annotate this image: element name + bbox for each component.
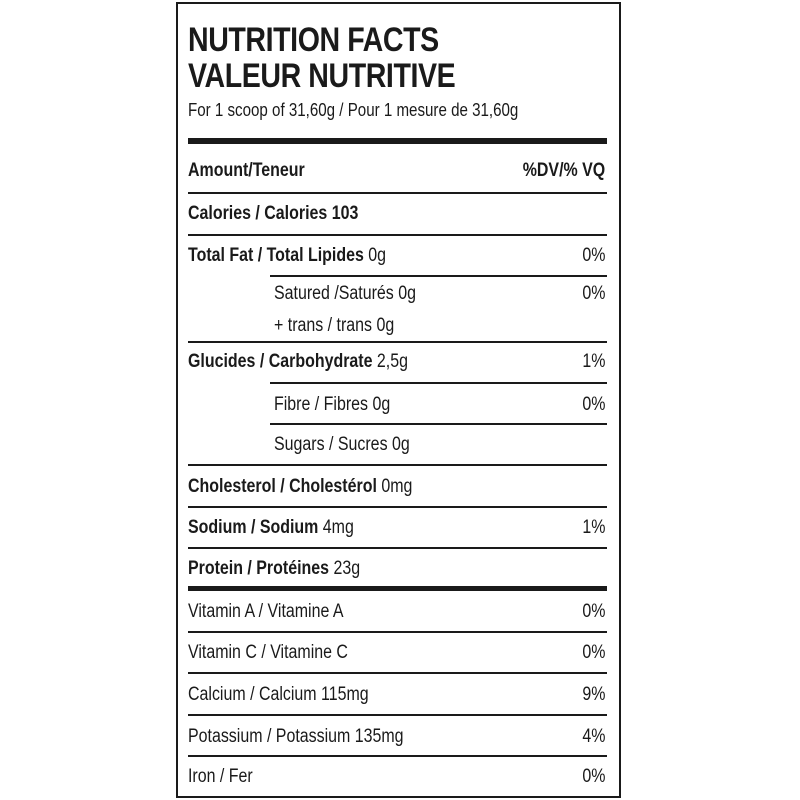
divider [270, 382, 607, 384]
vitamin-dv: 4% [581, 726, 605, 747]
header-dv: %DV/% VQ [522, 160, 605, 181]
nutrient-row-sodium [188, 513, 605, 543]
nutrient-name: Glucides / Carbohydrate [188, 351, 373, 372]
nutrient-row-total-fat [188, 241, 605, 271]
nutrient-name: Total Fat / Total Lipides [188, 245, 364, 266]
nutrient-amount: 0g [372, 394, 391, 415]
nutrient-row-protein [188, 554, 605, 584]
serving-size: For 1 scoop of 31,60g / Pour 1 mesure de 31,60g [188, 100, 519, 120]
vitamin-dv: 9% [581, 684, 605, 705]
divider [188, 631, 607, 633]
title-english: NUTRITION FACTS [188, 21, 439, 59]
divider [188, 506, 607, 508]
vitamin-dv: 0% [581, 601, 605, 622]
nutrient-name: Protein / Protéines [188, 558, 330, 579]
nutrient-dv: 0% [581, 394, 605, 415]
calories-row [188, 199, 605, 229]
divider [188, 547, 607, 549]
nutrient-dv: 0% [581, 245, 605, 266]
divider [188, 672, 607, 674]
nutrient-dv: 1% [581, 517, 605, 538]
nutrient-dv: 0% [581, 283, 605, 304]
header-amount: Amount/Teneur [188, 160, 305, 181]
nutrient-amount: 0g [376, 315, 395, 336]
vitamin-dv: 0% [581, 642, 605, 663]
vitamin-name: Calcium / Calcium 115mg [188, 684, 369, 705]
nutrient-amount: 0g [398, 283, 416, 304]
nutrient-row-carbohydrate [188, 347, 605, 377]
nutrient-amount: 2,5g [376, 351, 408, 372]
vitamin-name: Vitamin A / Vitamine A [188, 601, 344, 622]
nutrient-row-saturated [188, 279, 605, 309]
nutrient-name: Cholesterol / Cholestérol [188, 476, 377, 497]
divider [188, 714, 607, 716]
thick-divider [188, 586, 607, 591]
nutrient-amount: 0mg [381, 476, 413, 497]
divider [188, 192, 607, 194]
nutrient-name: Fibre / Fibres [274, 394, 369, 415]
vitamin-row-a [188, 597, 605, 627]
nutrient-name: Satured /Saturés [274, 283, 394, 304]
nutrient-row-trans [188, 311, 605, 341]
vitamin-name: Iron / Fer [188, 766, 253, 787]
nutrient-row-cholesterol [188, 472, 605, 502]
nutrition-facts-panel [176, 2, 621, 798]
divider [270, 423, 607, 425]
nutrient-row-fibre [188, 390, 605, 420]
nutrient-amount: 23g [333, 558, 361, 579]
divider [188, 755, 607, 757]
nutrient-name: Sodium / Sodium [188, 517, 319, 538]
vitamin-row-potassium [188, 722, 605, 752]
vitamin-dv: 0% [581, 766, 605, 787]
divider [270, 275, 607, 277]
vitamin-name: Vitamin C / Vitamine C [188, 642, 348, 663]
nutrient-row-sugars [188, 430, 605, 460]
nutrient-amount: 4mg [322, 517, 354, 538]
nutrient-amount: 0g [368, 245, 387, 266]
divider [188, 341, 607, 343]
nutrient-dv: 1% [581, 351, 605, 372]
vitamin-row-calcium [188, 680, 605, 710]
nutrient-amount: 0g [391, 434, 410, 455]
divider [188, 464, 607, 466]
title-french: VALEUR NUTRITIVE [188, 57, 456, 95]
vitamin-name: Potassium / Potassium 135mg [188, 726, 404, 747]
thick-divider [188, 138, 607, 144]
nutrient-name: Sugars / Sucres [274, 434, 388, 455]
calories-label: Calories / Calories 103 [188, 203, 359, 224]
nutrient-name: + trans / trans [274, 315, 373, 336]
table-header [188, 156, 605, 186]
vitamin-row-iron [188, 762, 605, 792]
divider [188, 234, 607, 236]
vitamin-row-c [188, 638, 605, 668]
